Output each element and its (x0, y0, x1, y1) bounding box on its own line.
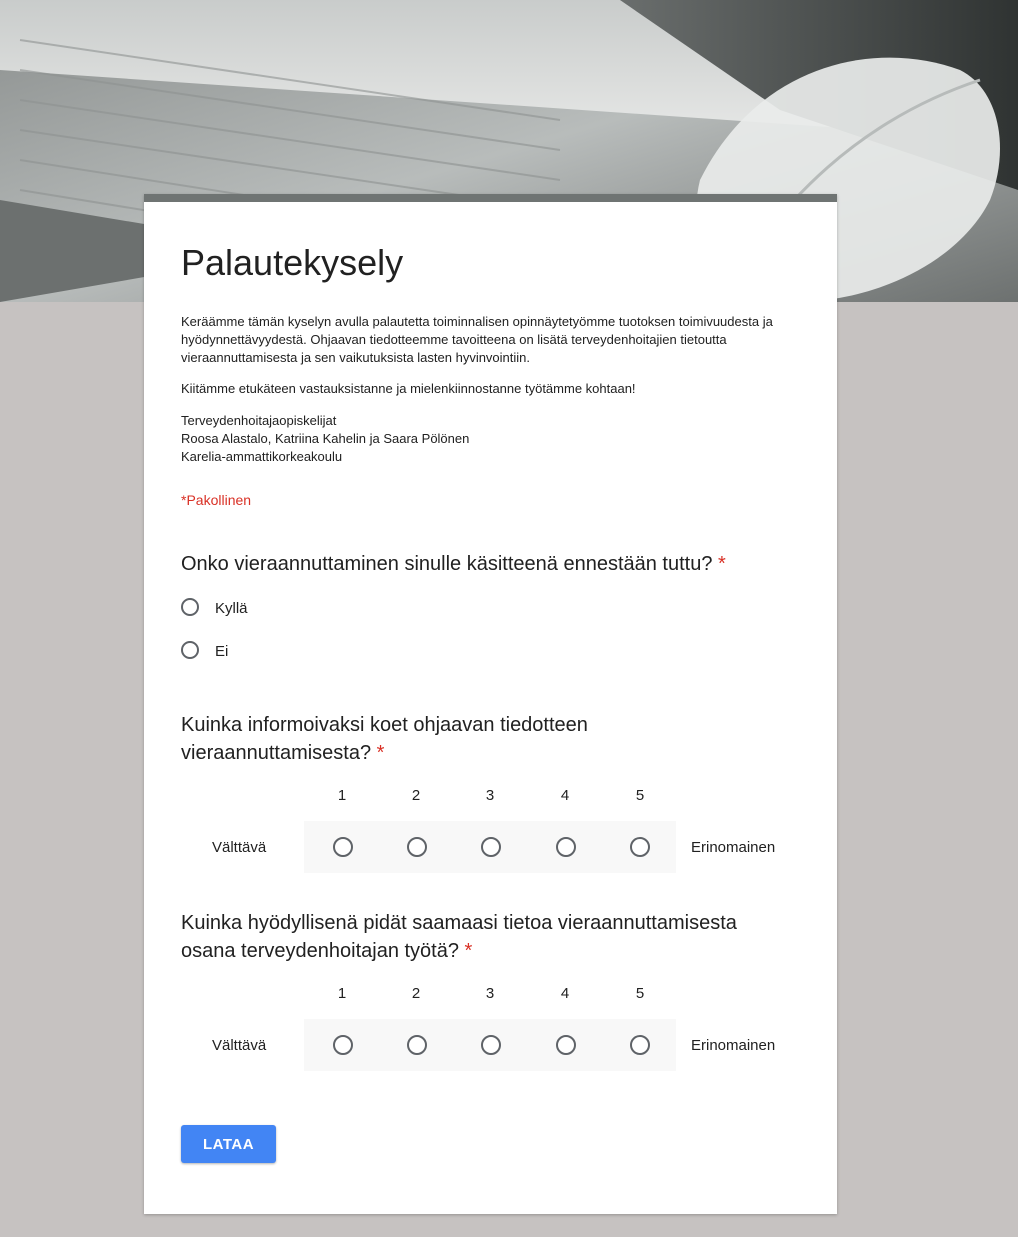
required-note: *Pakollinen (181, 492, 252, 508)
q2-radio-2[interactable] (407, 837, 427, 857)
form-signature (181, 412, 781, 466)
q2-radio-3[interactable] (481, 837, 501, 857)
form-card (144, 194, 837, 1214)
question-3-text-line1: Kuinka hyödyllisenä pidät saamaasi tietoa vieraannuttamisesta (181, 912, 737, 934)
signature-line: Karelia-ammattikorkeakoulu (181, 449, 343, 464)
q3-radio-5[interactable] (630, 1035, 650, 1055)
q2-radio-5[interactable] (630, 837, 650, 857)
q3-scale-number: 1 (337, 985, 347, 1002)
q3-scale-number: 4 (560, 985, 570, 1002)
question-3-title (181, 909, 821, 965)
signature-line: Roosa Alastalo, Katriina Kahelin ja Saara Pölönen (181, 431, 470, 446)
required-star: * (718, 553, 726, 575)
form-title: Palautekysely (181, 242, 404, 283)
question-2-text-line1: Kuinka informoivaksi koet ohjaavan tiedotteen (181, 714, 588, 736)
q2-scale-number: 4 (560, 787, 570, 804)
required-star: * (464, 940, 473, 962)
card-top-bar (144, 194, 837, 202)
submit-button[interactable]: LATAA (181, 1125, 276, 1163)
q2-scale-number: 1 (337, 787, 347, 804)
q3-radio-2[interactable] (407, 1035, 427, 1055)
q3-scale-number: 5 (635, 985, 645, 1002)
q3-low-label: Välttävä (212, 1037, 267, 1054)
q2-scale-row (304, 821, 676, 873)
q3-high-label: Erinomainen (691, 1037, 776, 1054)
q3-scale-number: 2 (411, 985, 421, 1002)
q2-radio-4[interactable] (556, 837, 576, 857)
q2-scale-number: 2 (411, 787, 421, 804)
q1-radio-ei[interactable] (181, 641, 199, 659)
question-2-text-line2: vieraannuttamisesta? (181, 742, 372, 764)
required-star: * (376, 742, 385, 764)
q3-radio-1[interactable] (333, 1035, 353, 1055)
question-2-title (181, 711, 801, 767)
q3-radio-4[interactable] (556, 1035, 576, 1055)
q3-scale-row (304, 1019, 676, 1071)
question-3-text-line2: osana terveydenhoitajan työtä? (181, 940, 459, 962)
form-thanks: Kiitämme etukäteen vastauksistanne ja mielenkiinnostanne työtämme kohtaan! (181, 381, 636, 396)
question-1-title (181, 550, 801, 578)
question-1-text: Onko vieraannuttaminen sinulle käsitteenä ennestään tuttu? (181, 553, 713, 575)
signature-line: Terveydenhoitajaopiskelijat (181, 413, 337, 428)
q3-radio-3[interactable] (481, 1035, 501, 1055)
q2-scale-number: 5 (635, 787, 645, 804)
q2-low-label: Välttävä (212, 839, 267, 856)
q3-scale-number: 3 (485, 985, 495, 1002)
q1-option-label: Ei (215, 643, 229, 660)
q2-high-label: Erinomainen (691, 839, 776, 856)
q2-scale-number: 3 (485, 787, 495, 804)
q1-radio-kylla[interactable] (181, 598, 199, 616)
form-description: Keräämme tämän kyselyn avulla palautetta toiminnalisen opinnäytetyömme tuotoksen toimivuudesta ja hyödynnettävyydestä. Ohjaavan tiedotteemme tavoitteena on lisätä terveydenhoitajien tietoutta vieraannuttamisesta ja sen vaikutuksista lasten hyvinvointiin. (181, 314, 773, 365)
q1-option-label: Kyllä (215, 600, 248, 617)
q2-radio-1[interactable] (333, 837, 353, 857)
